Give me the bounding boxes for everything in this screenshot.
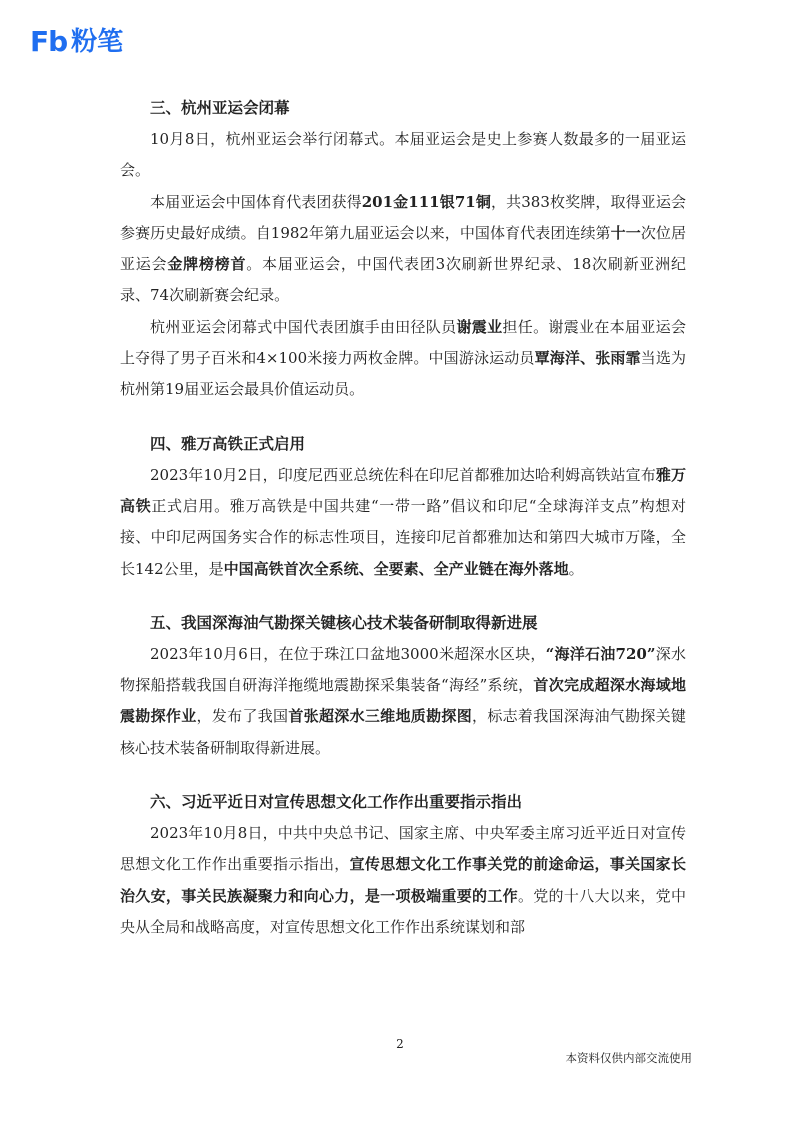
brand-logo [30, 25, 124, 58]
text-run: ，发布了我国 [196, 707, 289, 726]
text-run: 2023年10月2日，印度尼西亚总统佐科在印尼首都雅加达哈利姆高铁站宣布 [150, 465, 656, 484]
logo-icon: Fb [30, 25, 68, 58]
document-body [120, 92, 686, 965]
text-run: ，共383枚奖牌，取得亚运会参赛历史最好成绩。自1982年第九届亚运会以来，中国体育代表团连续第 [120, 192, 686, 242]
text-run: 。本届亚运会，中国代表团3次刷新世界纪录、18次刷新亚洲纪录、74次刷新赛会纪录。 [120, 255, 686, 305]
section [120, 428, 686, 585]
paragraph [120, 639, 686, 764]
text-run: 2023年10月8日，中共中央总书记、国家主席、中央军委主席习近平近日对宣传思想文化工作作出重要指示指出， [120, 824, 686, 874]
paragraph [120, 124, 686, 187]
paragraph [120, 312, 686, 406]
bold-text: 金牌榜榜首 [167, 255, 247, 274]
page-number: 2 [396, 1037, 404, 1051]
footer-note: 本资料仅供内部交流使用 [565, 1051, 692, 1065]
section-title: 三、杭州亚运会闭幕 [150, 99, 290, 117]
section-title: 四、雅万高铁正式启用 [150, 434, 306, 453]
bold-text: 首张超深水三维地质勘探图 [288, 707, 473, 726]
text-run: 担任。谢震业在本届亚运会上夺得了男子百米和4×100米接力两枚金牌。中国游泳运动员 [120, 317, 686, 368]
text-run: 杭州亚运会闭幕式中国代表团旗手由田径队员 [150, 317, 457, 336]
section-title: 五、我国深海油气勘探关键核心技术装备研制取得新进展 [150, 613, 538, 632]
bold-text: 谢震业 [456, 317, 503, 336]
text-run: 2023年10月6日，在位于珠江口盆地3000米超深水区块， [150, 644, 546, 663]
text-run: 次位居亚运会 [120, 223, 686, 274]
paragraph [120, 187, 686, 312]
section [120, 786, 686, 943]
bold-text: 雅万高铁 [120, 465, 686, 515]
bold-text: 201金111银71铜 [361, 192, 491, 211]
text-run: 。党的十八大以来，党中央从全局和战略高度，对宣传思想文化工作作出系统谋划和部 [120, 886, 686, 936]
text-run: ，标志着我国深海油气勘探关键核心技术装备研制取得新进展。 [120, 707, 686, 757]
bold-text: 中国高铁首次全系统、全要素、全产业链在海外落地 [223, 559, 569, 578]
text-run: 10月8日，杭州亚运会举行闭幕式。本届亚运会是史上参赛人数最多的一届亚运会。 [120, 130, 686, 180]
section-title: 六、习近平近日对宣传思想文化工作作出重要指示指出 [150, 793, 523, 812]
text-run: 本届亚运会中国体育代表团获得 [150, 192, 362, 211]
text-run: 。 [568, 559, 584, 578]
paragraph [120, 460, 686, 585]
section [120, 92, 686, 406]
text-run: 当选为杭州第19届亚运会最具价值运动员。 [120, 349, 686, 399]
bold-text: 宣传思想文化工作事关党的前途命运，事关国家长治久安，事关民族凝聚力和向心力，是一项极端重要的工作 [120, 855, 686, 905]
paragraph [120, 818, 686, 943]
section [120, 607, 686, 764]
text-run: 正式启用。雅万高铁是中国共建“一带一路”倡议和印尼“全球海洋支点”构想对接、中印尼两国务实合作的标志性项目，连接印尼首都雅加达和第四大城市万隆，全长142公里，是 [120, 496, 686, 578]
logo-text: 粉笔 [71, 27, 124, 57]
bold-text: 覃海洋、张雨霏 [534, 349, 641, 368]
text-run: 深水物探船搭载我国自研海洋拖缆地震勘探采集装备“海经”系统， [120, 644, 686, 695]
bold-text: 首次完成超深水海域地震勘探作业 [120, 676, 686, 726]
bold-text: 十一 [610, 223, 641, 242]
bold-text: “海洋石油720” [545, 644, 656, 663]
